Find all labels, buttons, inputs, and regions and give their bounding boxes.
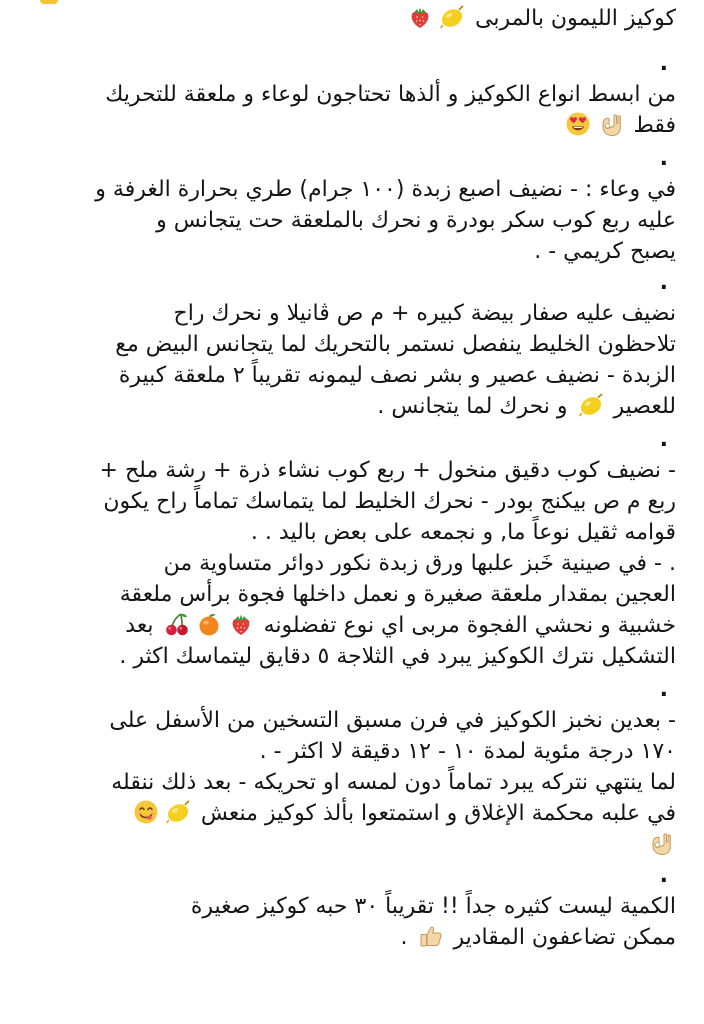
intro-line	[22, 110, 676, 141]
lemon-icon	[578, 392, 604, 418]
step-flour-line: ربع م ص بيكنج بودر - نحرك الخليط لما يتماسك تماماً راح يكون	[103, 489, 676, 514]
quantity-note-line: الكمية ليست كثيره جداً !! تقريباً ٣٠ حبه كوكيز صغيرة	[190, 894, 676, 919]
step-flour-line: - نضيف كوب دقيق منخول + ربع كوب نشاء ذرة + رشة ملح +	[99, 458, 676, 483]
step-shaping-text: خشبية و نحشي الفجوة مربى اي نوع تفضلونه	[263, 613, 676, 638]
step-shaping-line: العجين بمقدار ملعقة صغيرة و نعمل داخلها فجوة برأس ملعقة	[119, 582, 676, 607]
separator-dot: .	[659, 51, 668, 76]
step-egg-text: للعصير	[613, 394, 676, 419]
step-bake-line: ١٧٠ درجة مئوية لمدة ١٠ - ١٢ دقيقة لا اكثر - .	[259, 739, 676, 764]
heart-eyes-icon	[565, 111, 591, 137]
step-bake-line: - بعدين نخبز الكوكيز في فرن مسبق التسخين من الأسفل على	[109, 708, 676, 733]
strawberry-icon	[407, 4, 433, 30]
step-shaping-line	[22, 610, 676, 641]
quantity-note-text: ممكن تضاعفون المقادير	[453, 925, 676, 950]
step-egg-line: نضيف عليه صفار بيضة كبيره + م ص ڤانيلا و نحرك راح	[173, 301, 676, 326]
step-cool-text: في علبه محكمة الإغلاق و استمتعوا بألذ كوكيز منعش	[200, 801, 676, 826]
intro-line-text: فقط	[633, 113, 676, 138]
step-butter-line: عليه ربع كوب سكر بودرة و نحرك بالملعقة حت يتجانس و	[156, 208, 676, 233]
recipe-post	[22, 0, 676, 953]
step-egg-line	[22, 391, 676, 422]
quantity-note-end: .	[400, 925, 408, 950]
step-butter-line: يصبح كريمي - .	[534, 239, 676, 264]
lemon-icon	[439, 4, 465, 30]
separator-dot: .	[659, 146, 668, 171]
step-shaping-line: . - في صينية خَبز علبها ورق زبدة نكور دوائر متساوية من	[163, 551, 676, 576]
recipe-title: كوكيز الليمون بالمربى	[475, 6, 676, 31]
step-egg-text: و نحرك لما يتجانس .	[377, 394, 568, 419]
separator-dot: .	[659, 677, 668, 702]
cherries-icon	[164, 611, 190, 637]
strawberry-icon	[228, 611, 254, 637]
step-flour-line: قوامه ثقيل نوعاً ما, و نجمعه على بعض باليد . .	[250, 520, 676, 545]
separator-dot: .	[659, 270, 668, 295]
step-cool-line: لما ينتهي نتركه يبرد تماماً دون لمسه او تحريكه - بعد ذلك ننقله	[111, 770, 676, 795]
intro-line: من ابسط انواع الكوكيز و ألذها تحتاجون لوعاء و ملعقة للتحريك	[105, 82, 676, 107]
step-egg-line: الزبدة - نضيف عصير و بشر نصف ليمونه تقريباً ٢ ملعقة كبيرة	[118, 363, 676, 388]
separator-dot: .	[659, 863, 668, 888]
ok-hand-icon	[647, 830, 673, 856]
emoji-line	[22, 829, 676, 860]
ok-hand-icon	[597, 111, 623, 137]
step-shaping-text: بعد	[125, 613, 154, 638]
yum-face-icon	[133, 799, 159, 825]
separator-dot: .	[659, 427, 668, 452]
quantity-note-line	[22, 922, 676, 953]
orange-icon	[196, 611, 222, 637]
step-cool-line	[22, 798, 676, 829]
step-egg-line: تلاحظون الخليط ينفصل نستمر بالتحريك لما يتجانس البيض مع	[115, 332, 676, 357]
lemon-icon	[165, 799, 191, 825]
step-shaping-line: التشكيل نترك الكوكيز يبرد في الثلاجة ٥ دقايق ليتماسك اكثر .	[119, 644, 676, 669]
step-butter-line: في وعاء : - نضيف اصبع زبدة (١٠٠ جرام) طري بحرارة الغرفة و	[95, 177, 676, 202]
thumbs-up-icon	[418, 923, 444, 949]
recipe-title-line	[22, 3, 676, 34]
